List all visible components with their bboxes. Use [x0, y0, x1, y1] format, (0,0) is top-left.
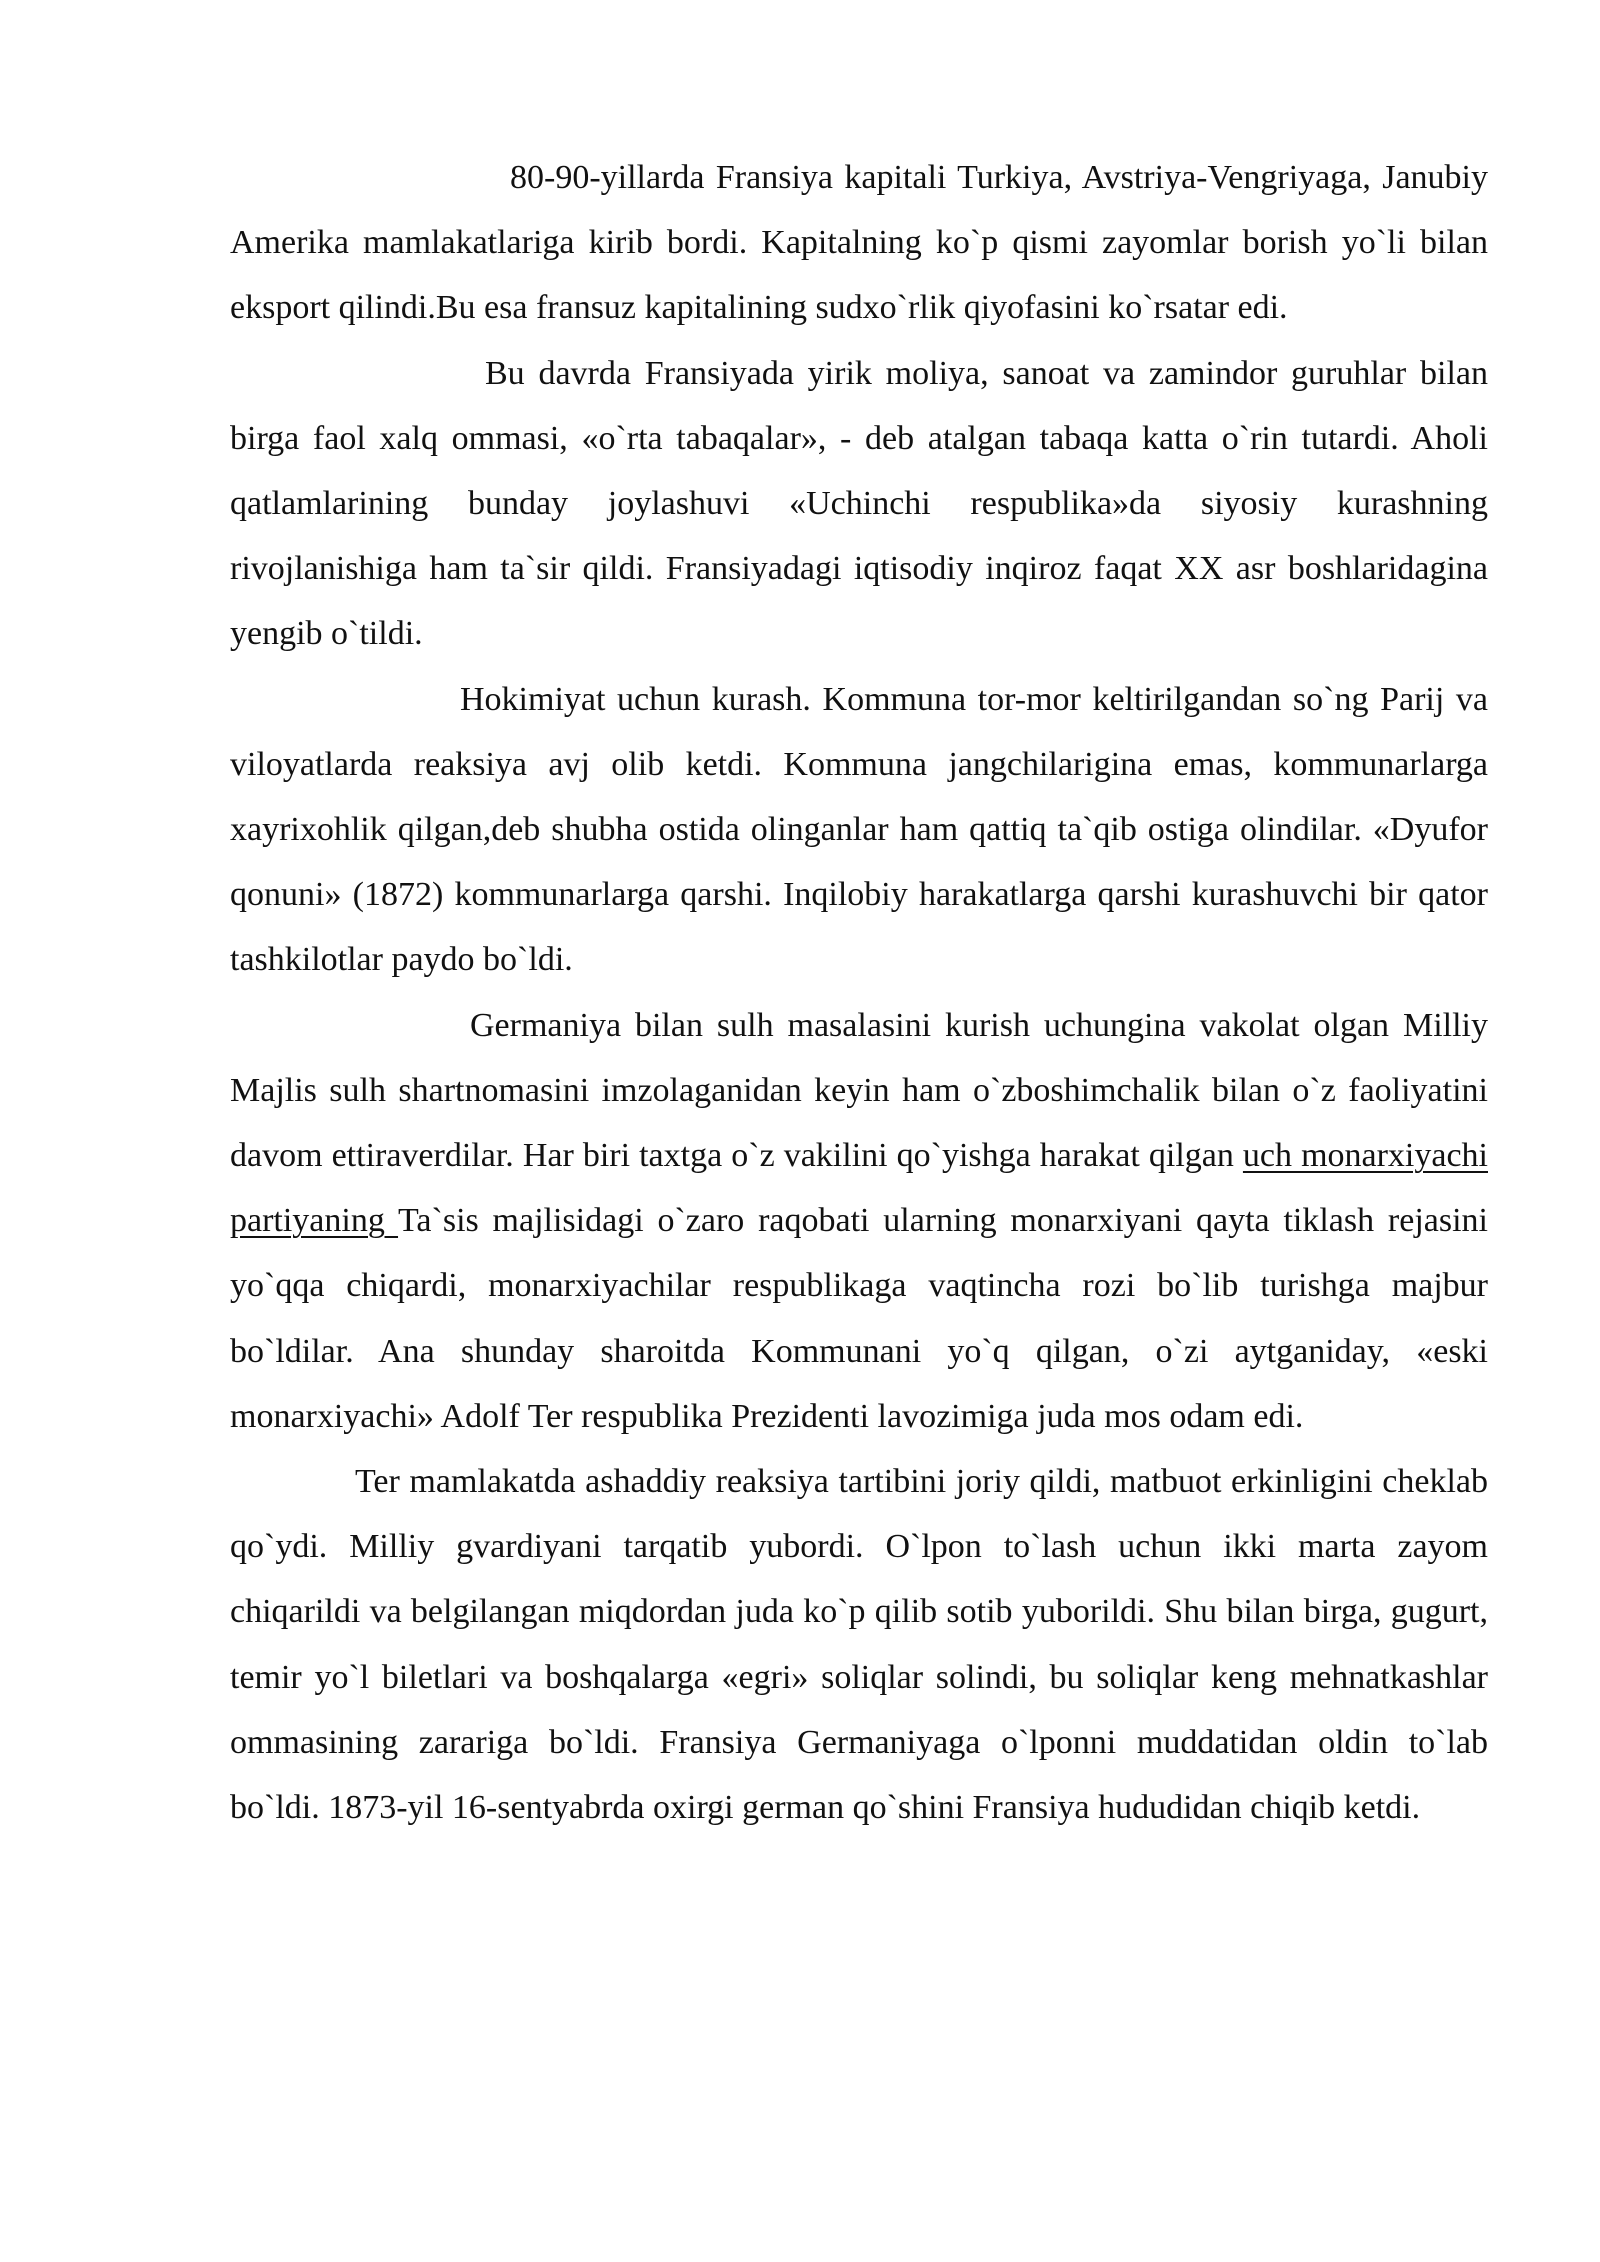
paragraph-thiers-reaction: Ter mamlakatda ashaddiy reaksiya tartibini joriy qildi, matbuot erkinligini cheklab qo`ydi. Milliy gvardiyani tarqatib yubordi. O`lpon to`lash uchun ikki marta zayom chiqarildi va belgilangan miqdordan juda ko`p qilib sotib yuborildi. Shu bilan birga, gugurt, temir yo`l biletlari va boshqalarga «egri» soliqlar solindi, bu soliqlar keng mehnatkashlar ommasining zarariga bo`ldi. Fransiya Germaniyaga o`lponni muddatidan oldin to`lab bo`ldi. 1873-yil 16-sentyabrda oxirgi german qo`shini Fransiya hududidan chiqib ketdi. — [230, 1463, 1488, 1827]
paragraph-text-segment: Germaniya bilan sulh masalasini kurish uchungina vakolat olgan Milliy Majlis sulh shartnomasini imzolaganidan keyin ham o`zboshimchalik bilan o`z faoliyatini davom ettiraverdilar. Har biri taxtga o`z vakilini qo`yishga harakat qilgan — [230, 1006, 1488, 1175]
paragraph-capital-export: 80-90-yillarda Fransiya kapitali Turkiya, Avstriya-Vengriyaga, Janubiy Amerika mamlakatlariga kirib bordi. Kapitalning ko`p qismi zayomlar borish yo`li bilan eksport qilindi.Bu esa fransuz kapitalining sudxo`rlik qiyofasini ko`rsatar edi. — [230, 159, 1488, 327]
underlined-phrase: uch monarxiyachi partiyaning — [230, 1137, 1488, 1240]
paragraph-middle-classes: Bu davrda Fransiyada yirik moliya, sanoat va zamindor guruhlar bilan birga faol xalq ommasi, «o`rta tabaqalar», - deb atalgan tabaqa katta o`rin tutardi. Aholi qatlamlarining bunday joylashuvi «Uchinchi respublika»da siyosiy kurashning rivojlanishiga ham ta`sir qildi. Fransiyadagi iqtisodiy inqiroz faqat XX asr boshlaridagina yengib o`tildi. — [230, 354, 1488, 653]
paragraph-national-assembly — [230, 993, 1488, 1449]
paragraph-text-segment: Ta`sis majlisidagi o`zaro raqobati ularning monarxiyani qayta tiklash rejasini yo`qqa chiqardi, monarxiyachilar respublikaga vaqtincha rozi bo`lib turishga majbur bo`ldilar. Ana shunday sharoitda Kommunani yo`q qilgan, o`zi aytganiday, «eski monarxiyachi» Adolf Ter respublika Prezidenti lavozimiga juda mos odam edi. — [230, 1202, 1488, 1435]
paragraph-struggle-for-power: Hokimiyat uchun kurash. Kommuna tor-mor keltirilgandan so`ng Parij va viloyatlarda reaksiya avj olib ketdi. Kommuna jangchilarigina emas, kommunarlarga xayrixohlik qilgan,deb shubha ostida olinganlar ham qattiq ta`qib ostiga olindilar. «Dyufor qonuni» (1872) kommunarlarga qarshi. Inqilobiy harakatlarga qarshi kurashuvchi bir qator tashkilotlar paydo bo`ldi. — [230, 680, 1488, 979]
text-body — [230, 145, 1488, 1840]
